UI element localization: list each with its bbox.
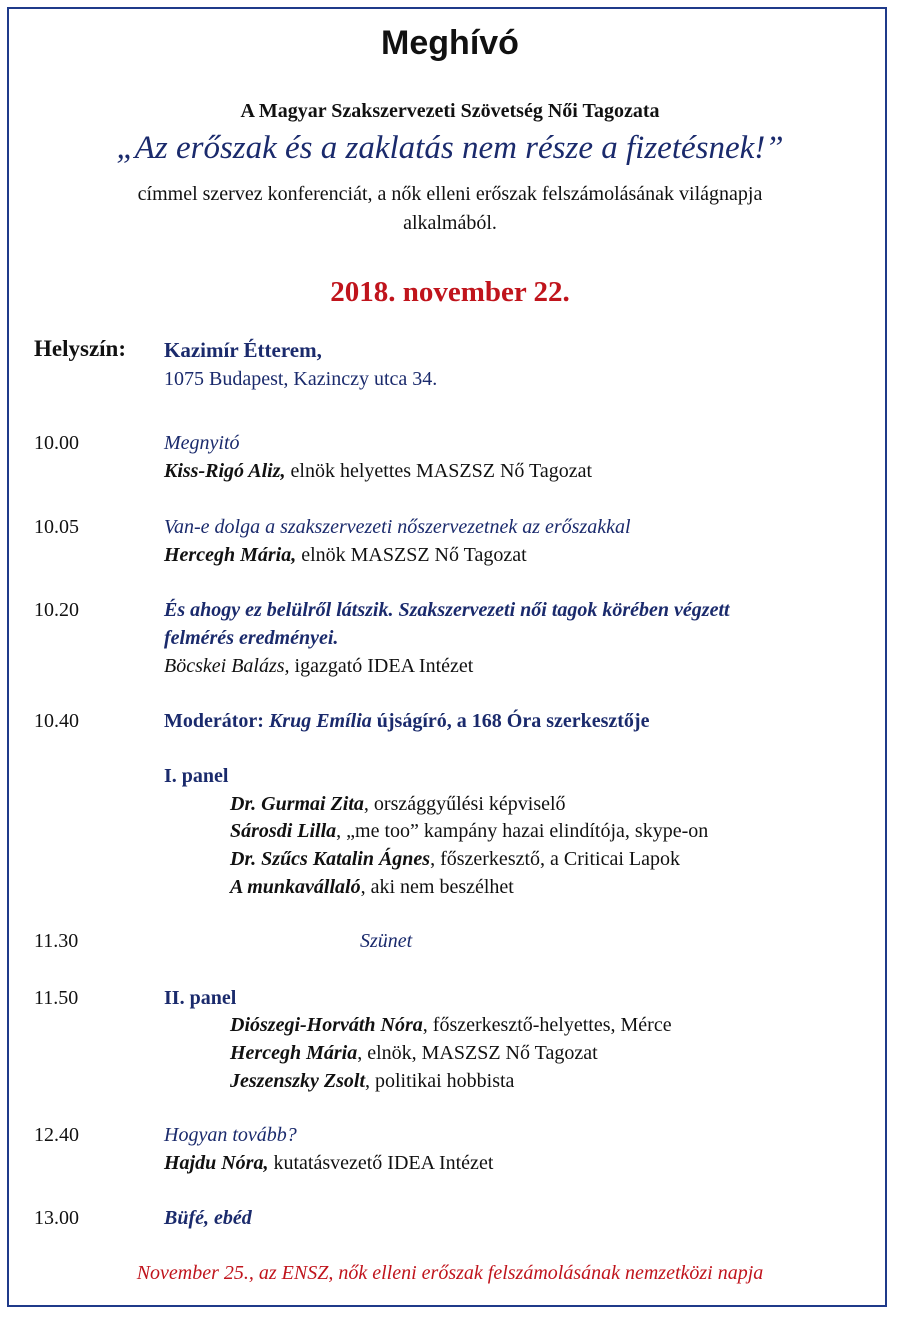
panelist-name: Hercegh Mária <box>230 1042 358 1064</box>
time-1300: 13.00 <box>34 1207 79 1229</box>
panelist-line <box>230 876 514 899</box>
topic-opening: Megnyitó <box>164 432 240 454</box>
topic-survey-line-2: felmérés eredményei. <box>164 627 339 649</box>
topic-break: Szünet <box>360 930 413 952</box>
panelist-line <box>230 820 708 843</box>
footer-note: November 25., az ENSZ, nők elleni erőszak felszámolásának nemzetközi napja <box>136 1262 764 1284</box>
speaker-name: Hercegh Mária, <box>164 544 297 566</box>
panelist-name: Jeszenszky Zsolt <box>230 1070 365 1092</box>
conference-title: „Az erőszak és a zaklatás nem része a fizetésnek!” <box>116 130 784 166</box>
time-1020: 10.20 <box>34 599 79 621</box>
time-1240: 12.40 <box>34 1124 79 1146</box>
moderator-role: újságíró, a 168 Óra szerkesztője <box>371 710 650 732</box>
topic-union-violence: Van-e dolga a szakszervezeti nőszervezetnek az erőszakkal <box>164 516 631 538</box>
panel-2-title: II. panel <box>164 987 237 1009</box>
panelist-role: , országgyűlési képviselő <box>363 793 566 815</box>
time-1150: 11.50 <box>34 987 79 1009</box>
panelist-role: , „me too” kampány hazai elindítója, skype-on <box>336 820 709 842</box>
speaker-role: kutatásvezető IDEA Intézet <box>268 1152 494 1174</box>
venue-label: Helyszín: <box>34 336 126 361</box>
intro-line-1: címmel szervez konferenciát, a nők elleni erőszak felszámolásának világnapja <box>137 183 763 205</box>
speaker-line <box>164 460 592 483</box>
speaker-name: Böcskei Balázs, <box>164 655 290 677</box>
venue-name: Kazimír Étterem, <box>164 338 322 362</box>
page-title: Meghívó <box>381 24 519 62</box>
speaker-line <box>164 1152 493 1175</box>
panelist-name: A munkavállaló <box>230 876 361 898</box>
venue-address: 1075 Budapest, Kazinczy utca 34. <box>164 368 438 390</box>
panelist-role: , aki nem beszélhet <box>360 876 514 898</box>
time-1130: 11.30 <box>34 930 79 952</box>
panel-1-title: I. panel <box>164 765 229 787</box>
panelist-name: Dr. Szűcs Katalin Ágnes <box>230 848 431 870</box>
speaker-role: elnök MASZSZ Nő Tagozat <box>296 544 527 566</box>
panelist-role: , főszerkesztő, a Criticai Lapok <box>430 848 680 870</box>
intro-line-2: alkalmából. <box>403 212 497 234</box>
event-date: 2018. november 22. <box>330 276 570 308</box>
panelist-name: Diószegi-Horváth Nóra <box>230 1014 423 1036</box>
panelist-name: Sárosdi Lilla <box>230 820 337 842</box>
topic-lunch: Büfé, ebéd <box>164 1207 252 1229</box>
organizer: A Magyar Szakszervezeti Szövetség Női Tagozata <box>240 100 660 122</box>
speaker-name: Hajdu Nóra, <box>164 1152 269 1174</box>
panelist-role: , elnök, MASZSZ Nő Tagozat <box>357 1042 598 1064</box>
time-1005: 10.05 <box>34 516 79 538</box>
panelist-line <box>230 1070 514 1093</box>
panelist-role: , főszerkesztő-helyettes, Mérce <box>422 1014 672 1036</box>
time-1000: 10.00 <box>34 432 79 454</box>
speaker-role: elnök helyettes MASZSZ Nő Tagozat <box>285 460 593 482</box>
topic-next-steps: Hogyan tovább? <box>164 1124 297 1146</box>
time-1040: 10.40 <box>34 710 79 732</box>
panelist-line <box>230 1042 598 1065</box>
moderator-line <box>164 710 649 733</box>
panelist-line <box>230 848 680 871</box>
panelist-line <box>230 793 566 816</box>
speaker-name: Kiss-Rigó Aliz, <box>164 460 286 482</box>
speaker-line <box>164 544 527 567</box>
panelist-role: , politikai hobbista <box>365 1070 515 1092</box>
speaker-line <box>164 655 473 678</box>
panelist-line <box>230 1014 672 1037</box>
topic-survey-line-1: És ahogy ez belülről látszik. Szakszervezeti női tagok körében végzett <box>164 599 730 621</box>
panelist-name: Dr. Gurmai Zita <box>230 793 364 815</box>
moderator-name: Krug Emília <box>268 710 372 732</box>
moderator-label: Moderátor: <box>164 710 269 732</box>
speaker-role: igazgató IDEA Intézet <box>289 655 474 677</box>
